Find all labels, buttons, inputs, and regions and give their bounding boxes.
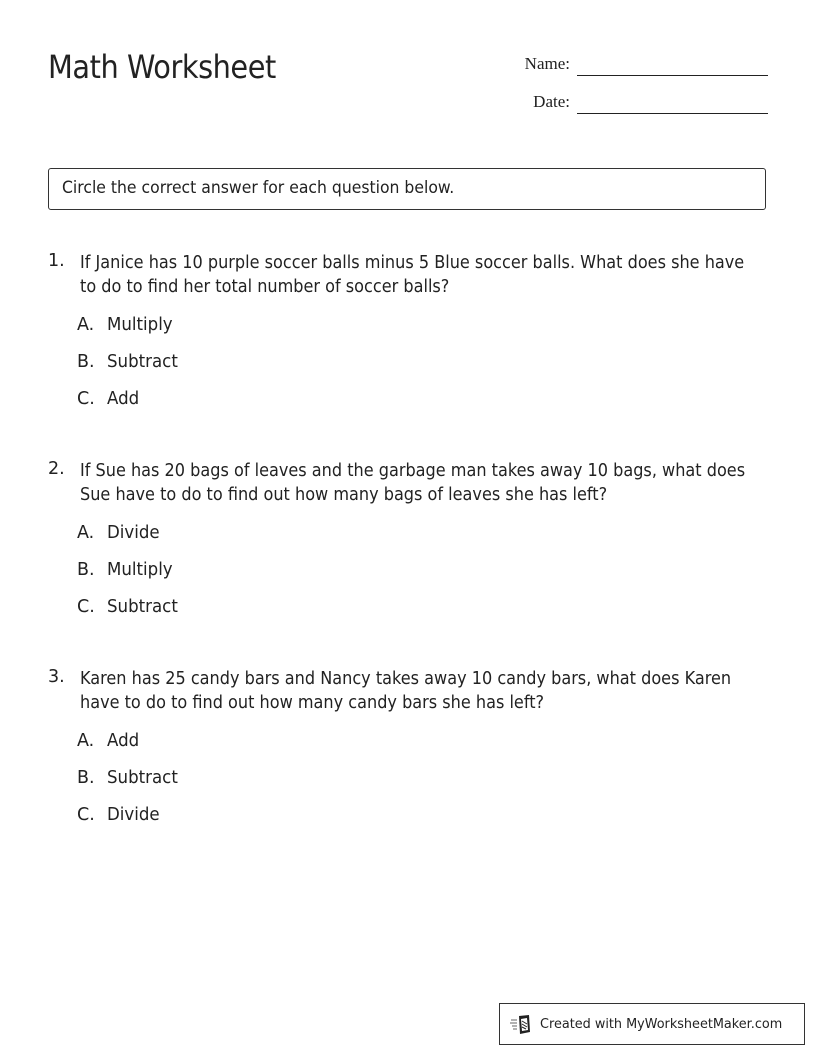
- option-text: Add: [107, 731, 140, 751]
- option-text: Add: [107, 389, 140, 409]
- answer-option-a[interactable]: [77, 521, 768, 558]
- option-letter: A.: [77, 315, 95, 335]
- question-3: [48, 667, 768, 840]
- answer-options: [77, 521, 768, 632]
- option-text: Subtract: [107, 768, 178, 788]
- answer-option-b[interactable]: [77, 766, 768, 803]
- option-letter: C.: [77, 597, 95, 617]
- name-field[interactable]: [500, 52, 768, 76]
- page-title: Math Worksheet: [48, 48, 276, 86]
- footer-text: Created with MyWorksheetMaker.com: [540, 1016, 783, 1032]
- answer-option-a[interactable]: [77, 729, 768, 766]
- option-text: Subtract: [107, 352, 178, 372]
- option-text: Divide: [107, 523, 160, 543]
- answer-options: [77, 729, 768, 840]
- question-number: 1.: [48, 251, 65, 271]
- answer-option-c[interactable]: [77, 803, 768, 840]
- date-blank-line[interactable]: [577, 113, 768, 114]
- option-letter: A.: [77, 523, 95, 543]
- option-text: Multiply: [107, 315, 173, 335]
- option-letter: C.: [77, 389, 95, 409]
- answer-option-c[interactable]: [77, 595, 768, 632]
- option-letter: C.: [77, 805, 95, 825]
- name-label: Name:: [524, 54, 570, 73]
- answer-option-c[interactable]: [77, 387, 768, 424]
- footer-credit[interactable]: [499, 1003, 805, 1045]
- date-field[interactable]: [500, 90, 768, 114]
- instructions-text: Circle the correct answer for each question below.: [62, 178, 455, 198]
- name-blank-line[interactable]: [577, 75, 768, 76]
- question-number: 3.: [48, 667, 65, 687]
- option-letter: B.: [77, 768, 95, 788]
- option-text: Divide: [107, 805, 160, 825]
- worksheet-maker-logo-icon: [510, 1013, 534, 1035]
- instructions-box: [48, 168, 766, 210]
- option-text: Subtract: [107, 597, 178, 617]
- answer-options: [77, 313, 768, 424]
- question-text: If Janice has 10 purple soccer balls minus 5 Blue soccer balls. What does she have to do to find her total number of soccer balls?: [80, 253, 745, 297]
- answer-option-b[interactable]: [77, 350, 768, 387]
- option-letter: B.: [77, 560, 95, 580]
- date-label: Date:: [533, 92, 570, 111]
- option-text: Multiply: [107, 560, 173, 580]
- question-2: [48, 459, 768, 632]
- answer-option-a[interactable]: [77, 313, 768, 350]
- question-text: Karen has 25 candy bars and Nancy takes away 10 candy bars, what does Karen have to do to find out how many candy bars she has left?: [80, 669, 732, 713]
- answer-option-b[interactable]: [77, 558, 768, 595]
- option-letter: A.: [77, 731, 95, 751]
- question-number: 2.: [48, 459, 65, 479]
- option-letter: B.: [77, 352, 95, 372]
- question-1: [48, 251, 768, 424]
- question-text: If Sue has 20 bags of leaves and the garbage man takes away 10 bags, what does Sue have to do to find out how many bags of leaves she has left?: [80, 461, 746, 505]
